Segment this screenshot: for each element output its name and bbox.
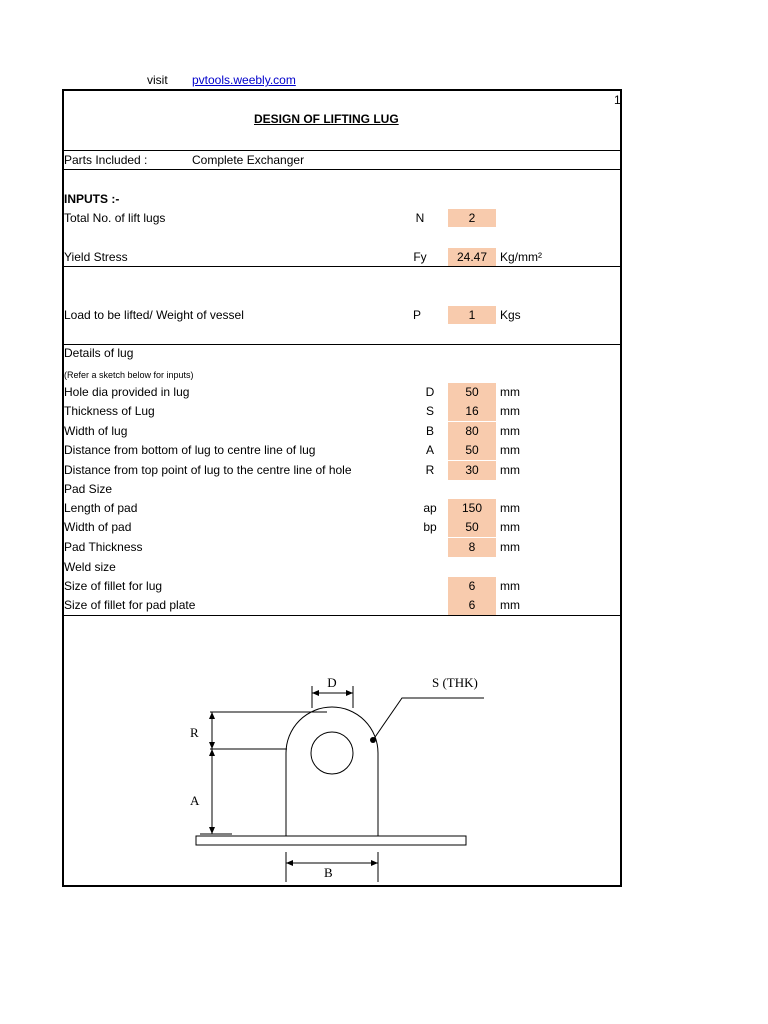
lug-row-symbol: B (425, 423, 434, 438)
yield-value-cell[interactable]: 24.47 (448, 248, 496, 266)
weld-row-label: Size of fillet for lug (64, 579, 163, 593)
lug-row-label: Hole dia provided in lug (64, 385, 190, 399)
pad-row-unit: mm (500, 501, 520, 515)
parts-value: Complete Exchanger (192, 153, 305, 167)
lug-row-unit: mm (500, 423, 520, 438)
inputs-heading: INPUTS :- (64, 192, 120, 206)
yield-label: Yield Stress (64, 250, 128, 264)
divider (62, 344, 622, 345)
pad-plate-shape (196, 836, 466, 845)
weld-row-label: Size of fillet for pad plate (64, 598, 196, 613)
pad-row-unit: mm (500, 539, 520, 554)
lug-row-unit: mm (500, 385, 520, 399)
lug-row-value-cell[interactable]: 80 (448, 422, 496, 441)
pad-row-symbol: bp (423, 520, 437, 535)
load-label: Load to be lifted/ Weight of vessel (64, 308, 244, 322)
page-title: DESIGN OF LIFTING LUG (254, 112, 399, 126)
lug-row-label: Width of lug (64, 423, 128, 438)
hole-circle (311, 732, 353, 774)
pad-row-value-cell[interactable]: 50 (448, 518, 496, 537)
load-unit: Kgs (500, 308, 521, 322)
divider (62, 150, 622, 151)
website-link[interactable]: pvtools.weebly.com (192, 73, 296, 87)
lug-row-label: Thickness of Lug (64, 404, 155, 419)
pad-heading: Pad Size (64, 482, 113, 496)
load-symbol: P (412, 308, 421, 322)
sketch-note: (Refer a sketch below for inputs) (64, 370, 194, 380)
visit-label: visit (147, 73, 168, 87)
dimension-b-label: B (324, 865, 333, 880)
lug-row-value-cell[interactable]: 50 (448, 383, 496, 402)
thickness-leader (373, 698, 484, 740)
weld-row-unit: mm (500, 579, 520, 593)
weld-heading: Weld size (64, 560, 116, 574)
lugs-label: Total No. of lift lugs (64, 211, 166, 225)
lug-row-symbol: S (425, 404, 434, 419)
lug-outline (286, 707, 378, 836)
weld-row-unit: mm (500, 598, 520, 613)
lug-sketch (62, 616, 622, 886)
thickness-leader-dot (370, 737, 376, 743)
dimension-d-label: D (327, 675, 337, 690)
pad-row-value-cell[interactable]: 150 (448, 499, 496, 518)
dimension-a-label: A (190, 793, 200, 808)
yield-symbol: Fy (413, 250, 427, 264)
lug-row-unit: mm (500, 443, 520, 458)
details-heading: Details of lug (64, 346, 134, 360)
parts-label: Parts Included : (64, 153, 148, 167)
page-number: 1 (614, 93, 621, 107)
lug-row-value-cell[interactable]: 50 (448, 441, 496, 460)
thickness-label: S (THK) (432, 675, 478, 690)
lug-row-symbol: D (425, 385, 435, 399)
lug-row-value-cell[interactable]: 16 (448, 402, 496, 421)
yield-unit: Kg/mm² (500, 250, 542, 264)
lug-row-unit: mm (500, 462, 520, 477)
load-value-cell[interactable]: 1 (448, 306, 496, 324)
dimension-r-label: R (190, 725, 199, 740)
pad-row-unit: mm (500, 520, 520, 535)
pad-row-value-cell[interactable]: 8 (448, 538, 496, 557)
pad-row-label: Pad Thickness (64, 539, 143, 554)
lugs-value-cell[interactable]: 2 (448, 209, 496, 227)
divider (62, 266, 622, 267)
lug-row-symbol: A (425, 443, 434, 458)
pad-row-symbol: ap (423, 501, 437, 515)
lug-row-label: Distance from bottom of lug to centre line of lug (64, 443, 316, 458)
pad-row-label: Width of pad (64, 520, 132, 535)
divider (62, 169, 622, 170)
lug-row-unit: mm (500, 404, 520, 419)
weld-row-value-cell[interactable]: 6 (448, 596, 496, 615)
weld-row-value-cell[interactable]: 6 (448, 577, 496, 596)
pad-row-label: Length of pad (64, 501, 138, 515)
lug-row-value-cell[interactable]: 30 (448, 461, 496, 480)
lug-row-symbol: R (425, 462, 435, 477)
lugs-symbol: N (415, 211, 425, 225)
lug-row-label: Distance from top point of lug to the centre line of hole (64, 462, 352, 477)
